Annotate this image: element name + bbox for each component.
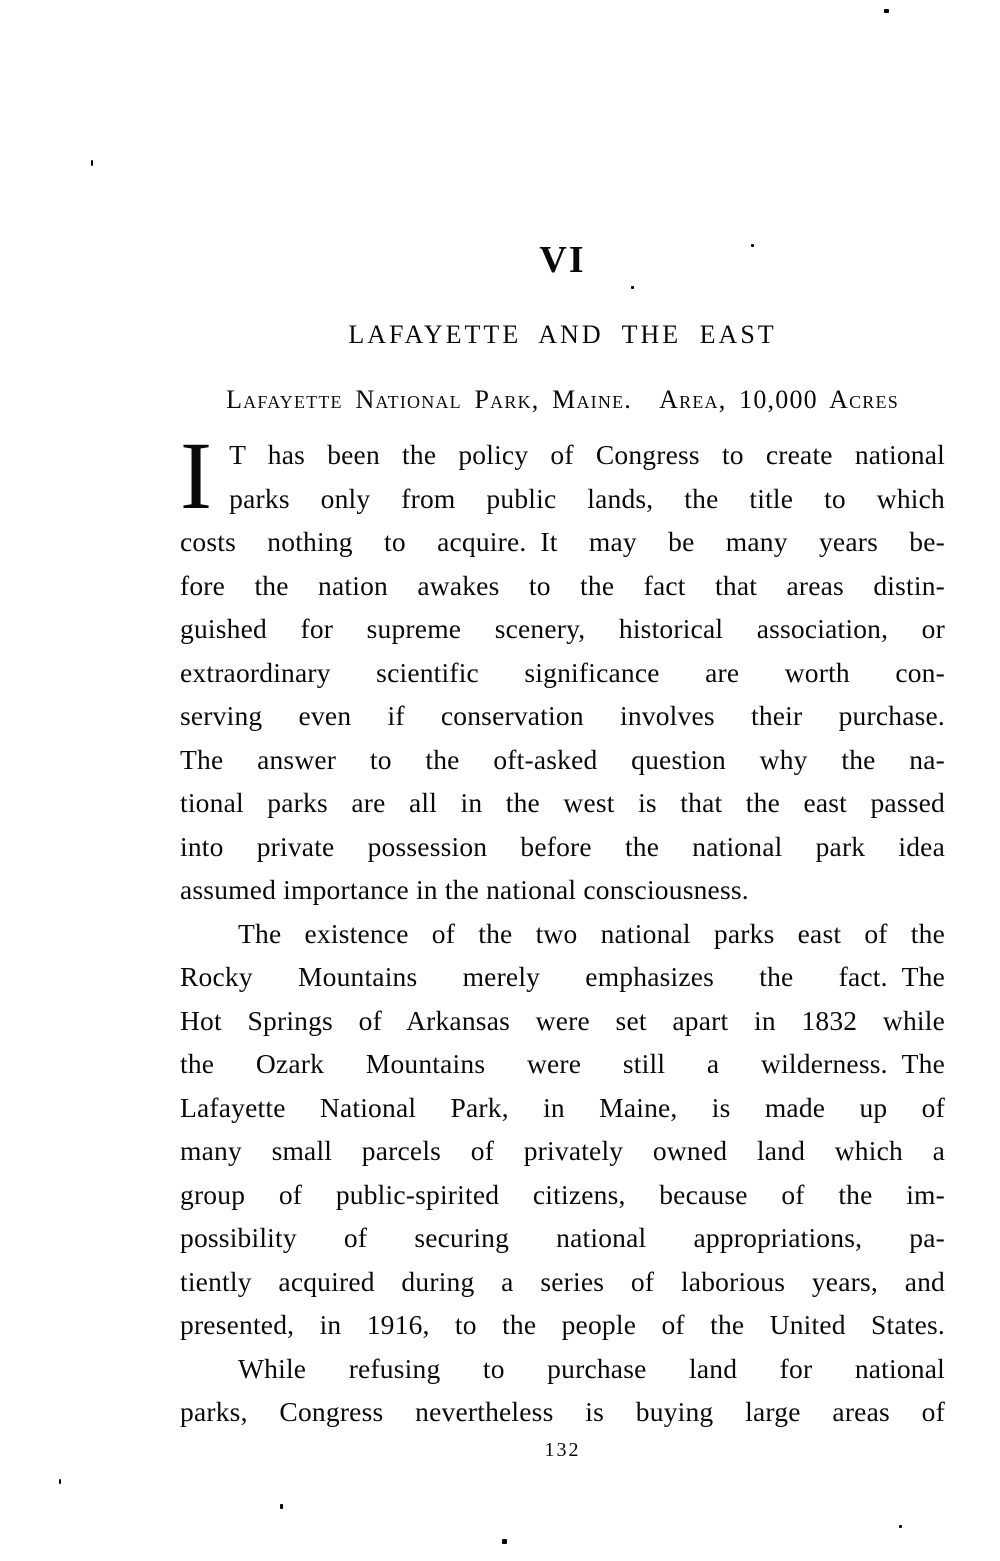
text-line: many small parcels of privately owned land which a: [180, 1135, 945, 1166]
scan-speck: [59, 1479, 61, 1484]
text-line: tional parks are all in the west is that the east passed: [180, 787, 945, 818]
text-line: into private possession before the national park idea: [180, 830, 945, 862]
text-line: The existence of the two national parks east of the: [238, 917, 945, 949]
text-line: parks, Congress nevertheless is buying large areas of: [180, 1396, 945, 1427]
scan-speck: [631, 286, 634, 289]
text-line: extraordinary scientific significance are worth con-: [180, 656, 945, 688]
paragraph-2: [180, 912, 945, 1347]
text-line: The answer to the oft-asked question why the na-: [180, 743, 945, 775]
scan-speck: [899, 1525, 902, 1528]
scan-speck: [91, 160, 93, 166]
scan-speck: [280, 1504, 283, 1509]
text-line: serving even if conservation involves their purchase.: [180, 700, 945, 731]
text-line: fore the nation awakes to the fact that areas distin-: [180, 569, 945, 601]
text-line: group of public-spirited citizens, because of the im-: [180, 1178, 945, 1210]
drop-cap: I: [180, 422, 213, 529]
text-line: T has been the policy of Congress to create national: [229, 439, 945, 470]
paragraph-1: [180, 422, 945, 912]
text-line: assumed importance in the national consciousness.: [180, 874, 749, 905]
text-line: parks only from public lands, the title to which: [229, 482, 945, 514]
chapter-number: VI: [539, 239, 586, 281]
text-line: While refusing to purchase land for national: [238, 1352, 945, 1384]
text-line: Rocky Mountains merely emphasizes the fact. The: [180, 961, 945, 992]
text-line: presented, in 1916, to the people of the United States.: [180, 1309, 945, 1340]
chapter-title: LAFAYETTE AND THE EAST: [348, 320, 777, 349]
paragraph-3: [180, 1347, 945, 1434]
text-line: guished for supreme scenery, historical association, or: [180, 613, 945, 644]
text-block: [180, 0, 945, 1461]
scan-speck: [884, 9, 889, 13]
page-number: 132: [544, 1438, 581, 1461]
text-line: the Ozark Mountains were still a wilderness. The: [180, 1048, 945, 1079]
scan-speck: [502, 1539, 507, 1544]
text-line: possibility of securing national appropriations, pa-: [180, 1222, 945, 1253]
chapter-subtitle: Lafayette National Park, Maine. Area, 10,000 Acres: [226, 385, 899, 414]
scan-speck: [751, 244, 754, 247]
body-text: [180, 422, 945, 1434]
text-line: costs nothing to acquire. It may be many years be-: [180, 526, 945, 557]
text-line: Hot Springs of Arkansas were set apart in 1832 while: [180, 1004, 945, 1036]
text-line: tiently acquired during a series of laborious years, and: [180, 1265, 945, 1297]
text-line: Lafayette National Park, in Maine, is made up of: [180, 1091, 945, 1123]
